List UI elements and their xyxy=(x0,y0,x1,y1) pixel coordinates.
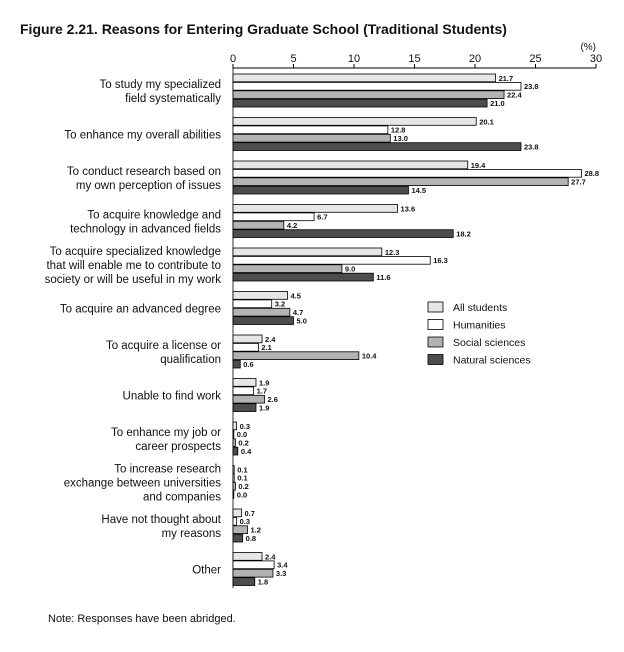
bar xyxy=(233,91,504,99)
bar xyxy=(233,578,255,586)
data-label: 5.0 xyxy=(296,316,307,326)
bar xyxy=(233,230,453,238)
bar xyxy=(233,292,287,300)
category-label: my reasons xyxy=(161,527,221,540)
bar xyxy=(233,308,290,316)
legend-label: Natural sciences xyxy=(453,354,531,367)
bar xyxy=(233,534,243,542)
data-label: 13.6 xyxy=(400,204,416,214)
category-label: society or will be useful in my work xyxy=(44,273,221,286)
data-label: 2.1 xyxy=(261,343,272,353)
data-label: 0.3 xyxy=(239,421,251,431)
x-tick-label: 0 xyxy=(229,53,237,65)
bar xyxy=(233,82,521,90)
data-label: 1.9 xyxy=(258,403,270,413)
category-label: Other xyxy=(192,564,221,577)
x-tick-label: 15 xyxy=(408,53,421,65)
category-label: To acquire specialized knowledge xyxy=(49,245,221,258)
x-tick-label: 30 xyxy=(589,53,603,65)
legend-swatch xyxy=(428,320,443,330)
bar xyxy=(233,335,262,343)
data-label: 21.7 xyxy=(498,73,514,83)
data-label: 4.7 xyxy=(292,308,304,318)
bar xyxy=(233,447,238,455)
category-label: Have not thought about xyxy=(101,513,221,526)
bar xyxy=(233,213,314,221)
bar xyxy=(233,99,487,107)
category-label: career prospects xyxy=(135,440,221,453)
category-label: To acquire a license or xyxy=(105,339,221,352)
bar xyxy=(233,126,388,134)
bar xyxy=(233,248,382,256)
data-label: 14.5 xyxy=(411,186,427,195)
data-label: 23.8 xyxy=(523,82,539,92)
unit-label: (%) xyxy=(580,42,596,53)
data-label: 0.2 xyxy=(238,482,249,492)
data-label: 0.2 xyxy=(238,438,249,448)
data-label: 4.2 xyxy=(286,221,298,231)
bar xyxy=(233,482,235,490)
bar xyxy=(233,474,234,482)
data-label: 2.6 xyxy=(267,395,278,405)
data-label: 16.3 xyxy=(433,256,448,266)
data-label: 9.0 xyxy=(344,264,356,274)
data-label: 19.4 xyxy=(470,160,486,170)
data-label: 4.5 xyxy=(290,291,301,301)
category-label: To study my specialized xyxy=(99,78,221,91)
bar xyxy=(233,118,476,126)
data-label: 27.7 xyxy=(571,177,586,187)
category-label: my own perception of issues xyxy=(75,179,221,192)
category-label: exchange between universities xyxy=(63,477,221,490)
legend-label: Social sciences xyxy=(453,337,526,349)
data-label: 1.2 xyxy=(250,525,261,535)
bar xyxy=(233,178,568,186)
data-label: 0.1 xyxy=(237,473,248,483)
x-tick-label: 10 xyxy=(347,53,361,65)
category-label: To acquire knowledge and xyxy=(87,209,221,222)
bar xyxy=(233,517,237,525)
bar xyxy=(233,509,241,517)
bar xyxy=(233,343,258,351)
x-tick-label: 25 xyxy=(529,53,542,65)
data-label: 0.7 xyxy=(244,508,255,518)
legend-label: All students xyxy=(453,302,508,314)
bar xyxy=(233,265,342,273)
data-label: 6.7 xyxy=(317,212,328,222)
bar xyxy=(233,352,359,360)
category-label: technology in advanced fields xyxy=(70,223,221,236)
category-label: that will enable me to contribute to xyxy=(46,259,221,272)
data-label: 13.0 xyxy=(393,134,408,144)
data-label: 21.0 xyxy=(490,99,505,108)
bar xyxy=(233,526,248,534)
data-label: 0.1 xyxy=(237,465,248,475)
bar xyxy=(233,387,254,395)
bar xyxy=(233,439,235,447)
data-label: 11.6 xyxy=(376,273,391,282)
category-label: To increase research xyxy=(114,463,221,476)
category-label: To conduct research based on xyxy=(66,165,221,178)
data-label: 28.8 xyxy=(584,169,600,179)
bar xyxy=(233,553,262,561)
figure-title: Figure 2.21. Reasons for Entering Graduate School (Traditional Students) xyxy=(20,21,507,37)
data-label: 2.4 xyxy=(265,552,276,562)
data-label: 12.3 xyxy=(384,247,400,257)
bar xyxy=(233,143,521,151)
data-label: 1.7 xyxy=(256,386,268,396)
bar xyxy=(233,74,496,82)
category-label: To acquire an advanced degree xyxy=(59,303,221,316)
data-label: 2.4 xyxy=(265,334,276,344)
x-tick-label: 5 xyxy=(290,53,297,65)
bar xyxy=(233,569,273,577)
bar xyxy=(233,205,398,213)
category-label: Unable to find work xyxy=(122,390,221,403)
figure-note: Note: Responses have been abridged. xyxy=(48,613,236,625)
bar xyxy=(233,300,272,308)
data-label: 12.8 xyxy=(390,125,406,135)
data-label: 0.0 xyxy=(236,490,248,500)
category-label: field systematically xyxy=(125,92,221,105)
data-label: 3.4 xyxy=(277,560,288,570)
legend-swatch xyxy=(428,355,443,365)
data-label: 1.9 xyxy=(258,378,270,388)
bar xyxy=(233,273,373,281)
data-label: 3.2 xyxy=(274,299,286,309)
bar xyxy=(233,491,234,499)
data-label: 0.3 xyxy=(239,517,251,527)
bar xyxy=(233,395,264,403)
bar xyxy=(233,360,240,368)
data-label: 0.0 xyxy=(236,430,248,440)
category-label: To enhance my overall abilities xyxy=(64,129,221,142)
bar xyxy=(233,466,234,474)
bar xyxy=(233,317,294,325)
bar xyxy=(233,379,256,387)
bar xyxy=(233,256,430,264)
bar xyxy=(233,221,284,229)
legend-swatch xyxy=(428,337,443,347)
bar xyxy=(233,161,468,169)
data-label: 0.4 xyxy=(240,447,252,456)
data-label: 18.2 xyxy=(456,229,471,239)
data-label: 10.4 xyxy=(361,351,377,361)
bar xyxy=(233,561,274,569)
legend-label: Humanities xyxy=(453,319,506,332)
data-label: 1.8 xyxy=(257,577,269,587)
data-label: 20.1 xyxy=(479,117,494,127)
category-label: To enhance my job or xyxy=(111,426,221,439)
bar xyxy=(233,134,390,142)
data-label: 23.8 xyxy=(523,142,539,152)
bar xyxy=(233,404,256,412)
bar xyxy=(233,186,408,194)
x-tick-label: 20 xyxy=(468,53,482,65)
category-label: and companies xyxy=(143,491,221,504)
data-label: 3.3 xyxy=(275,569,287,579)
data-label: 22.4 xyxy=(507,90,522,100)
bar xyxy=(233,422,237,430)
category-label: qualification xyxy=(160,353,221,366)
data-label: 0.6 xyxy=(243,360,254,369)
bar xyxy=(233,169,581,177)
bar xyxy=(233,430,234,438)
data-label: 0.8 xyxy=(245,534,257,543)
legend-swatch xyxy=(428,302,443,312)
